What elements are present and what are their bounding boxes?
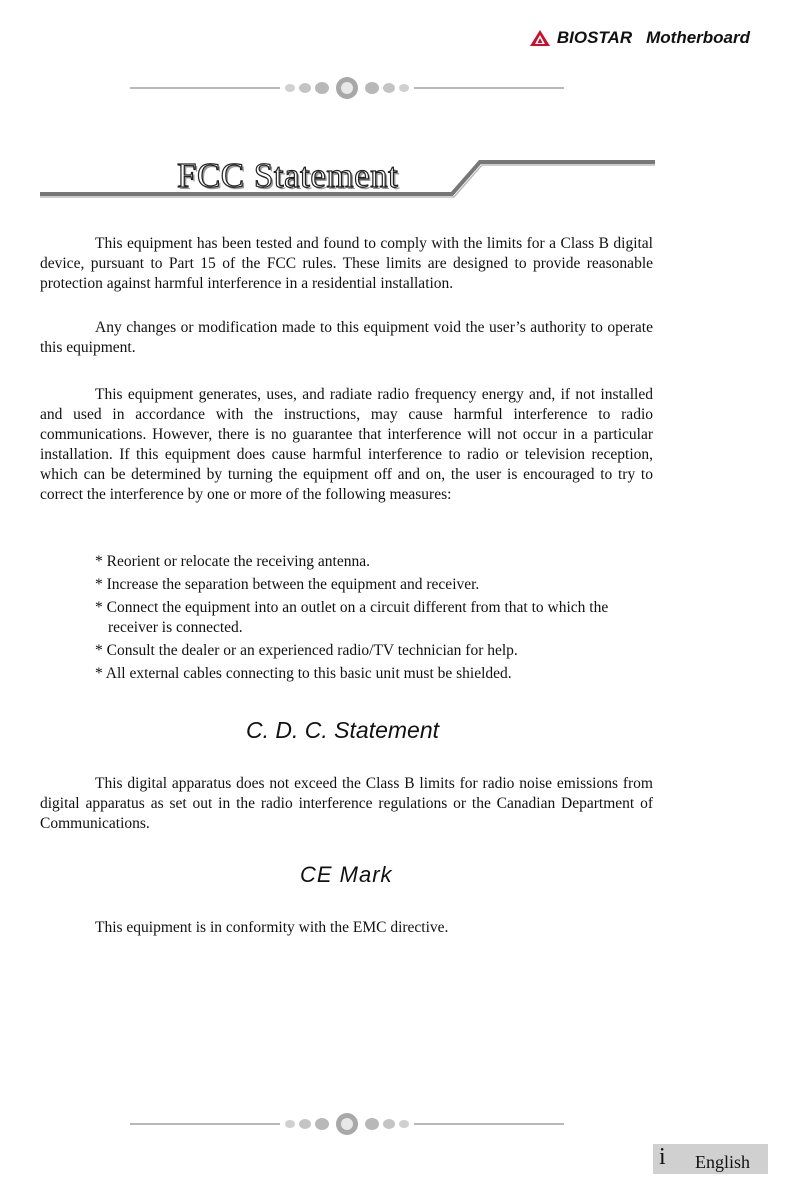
list-item: * All external cables connecting to this basic unit must be shielded. xyxy=(95,665,512,682)
ce-paragraph: This equipment is in conformity with the EMC directive. xyxy=(95,919,449,936)
list-item: * Reorient or relocate the receiving antenna. xyxy=(95,553,370,570)
title-banner xyxy=(40,150,655,200)
list-item: * Consult the dealer or an experienced radio/TV technician for help. xyxy=(95,642,518,659)
biostar-logo-icon xyxy=(529,29,551,47)
page-footer xyxy=(653,1144,768,1174)
list-item: * Connect the equipment into an outlet on a circuit different from that to which the receiver is connected. xyxy=(95,599,609,636)
brand-name: BIOSTAR xyxy=(556,28,633,47)
ce-heading: CE Mark xyxy=(300,862,393,887)
fcc-paragraph-3 xyxy=(40,385,653,505)
paragraph-text: Any changes or modification made to this equipment void the user’s authority to operate this equipment. xyxy=(40,319,653,356)
language-label: English xyxy=(695,1152,751,1172)
page-number: i xyxy=(659,1144,666,1170)
fcc-paragraph-2 xyxy=(40,318,653,358)
fcc-paragraph-1 xyxy=(40,234,653,294)
top-ornament-divider xyxy=(130,76,564,100)
paragraph-text: This equipment has been tested and found to comply with the limits for a Class B digital device, pursuant to Part 15 of the FCC rules. These limits are designed to provide reasonable protection against harmful interference in a residential installation. xyxy=(40,235,653,292)
paragraph-text: This digital apparatus does not exceed the Class B limits for radio noise emissions from digital apparatus as set out in the radio interference regulations or the Canadian Department of Communications. xyxy=(40,775,653,832)
paragraph-text: This equipment generates, uses, and radiate radio frequency energy and, if not installed and used in accordance with the instructions, may cause harmful interference to radio communications. However, there is no guarantee that interference will not occur in a particular installation. If this equipment does cause harmful interference to radio or television reception, which can be determined by turning the equipment off and on, the user is encouraged to try to correct the interference by one or more of the following measures: xyxy=(40,386,653,503)
product-name: Motherboard xyxy=(646,28,750,47)
page-title: FCC Statement xyxy=(177,156,399,195)
measures-list xyxy=(95,552,655,687)
bottom-ornament-divider xyxy=(130,1112,564,1136)
cdc-heading: C. D. C. Statement xyxy=(246,717,440,743)
page-header xyxy=(529,28,750,48)
cdc-paragraph xyxy=(40,774,653,834)
list-item: * Increase the separation between the equipment and receiver. xyxy=(95,576,480,593)
